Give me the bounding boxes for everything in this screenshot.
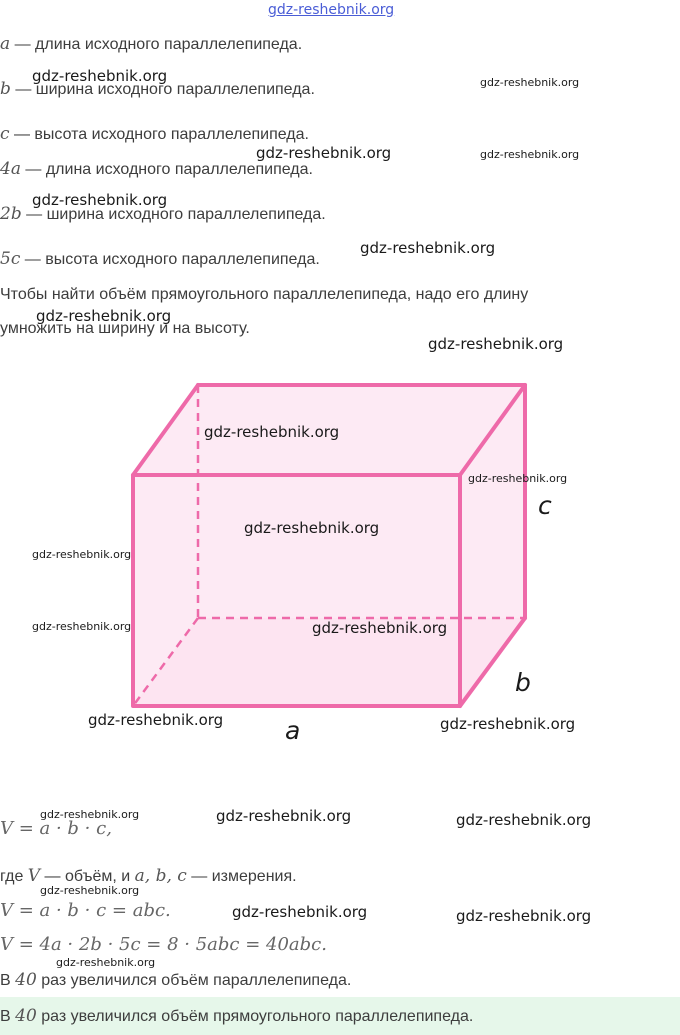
formula-original-volume: V = a · b · c = abc. [0,900,171,921]
where-V: V [27,866,41,886]
watermark: gdz-reshebnik.org [56,956,156,969]
var-a: a [0,34,11,54]
watermark: gdz-reshebnik.org [232,903,368,921]
site-watermark-link[interactable]: gdz-reshebnik.org [268,2,395,18]
answer-number: 40 [15,1006,37,1026]
rule-line-2: умножить на ширину и на высоту. [0,320,250,337]
where-middle: — объём, и [40,868,135,885]
definition-5c-text: — высота исходного параллелепипеда. [20,251,320,268]
definition-c-text: — высота исходного параллелепипеда. [9,126,309,143]
watermark: gdz-reshebnik.org [428,335,564,353]
watermark: gdz-reshebnik.org [40,808,140,821]
where-suffix: — измерения. [186,868,297,885]
watermark: gdz-reshebnik.org [32,191,168,209]
var-b: b [0,79,11,99]
where-prefix: где [0,868,28,885]
definition-b-text: — ширина исходного параллелепипеда. [10,81,315,98]
watermark: gdz-reshebnik.org [440,715,576,733]
definition-c [0,124,309,144]
answer-suffix: раз увеличился объём прямоугольного параллелепипеда. [36,1008,474,1025]
answer-prefix: В [0,1008,16,1025]
definition-4a-text: — длина исходного параллелепипеда. [20,161,313,178]
definition-4a [0,159,313,179]
watermark: gdz-reshebnik.org [480,148,580,161]
definition-a-text: — длина исходного параллелепипеда. [10,36,303,53]
var-4a: 4a [0,159,21,179]
where-vars: a, b, c [134,866,187,886]
watermark: gdz-reshebnik.org [312,619,448,637]
var-5c: 5c [0,249,21,269]
definition-2b-text: — ширина исходного параллелепипеда. [21,206,326,223]
watermark: gdz-reshebnik.org [256,144,392,162]
formula-new-volume: V = 4a · 2b · 5c = 8 · 5abc = 40abc. [0,934,327,955]
conclusion-number: 40 [15,970,37,990]
conclusion-prefix: В [0,972,16,989]
watermark: gdz-reshebnik.org [216,807,352,825]
watermark: gdz-reshebnik.org [32,620,132,633]
label-b: b [515,668,531,697]
formula-volume: V = a · b · c, [0,818,112,839]
front-face [133,475,460,706]
watermark: gdz-reshebnik.org [468,472,568,485]
watermark: gdz-reshebnik.org [456,811,592,829]
label-a: a [285,716,301,745]
var-2b: 2b [0,204,22,224]
where-line [0,866,297,886]
watermark: gdz-reshebnik.org [32,67,168,85]
watermark: gdz-reshebnik.org [360,239,496,257]
watermark: gdz-reshebnik.org [204,423,340,441]
var-c: c [0,124,10,144]
label-c: c [538,491,552,520]
watermark: gdz-reshebnik.org [480,76,580,89]
watermark: gdz-reshebnik.org [36,307,172,325]
answer-box [0,997,680,1035]
definition-a [0,34,302,54]
watermark: gdz-reshebnik.org [32,548,132,561]
watermark: gdz-reshebnik.org [40,884,140,897]
definition-5c [0,249,320,269]
conclusion-line [0,970,351,990]
watermark: gdz-reshebnik.org [88,711,224,729]
rule-line-1: Чтобы найти объём прямоугольного параллелепипеда, надо его длину [0,286,529,303]
watermark: gdz-reshebnik.org [456,907,592,925]
watermark: gdz-reshebnik.org [244,519,380,537]
conclusion-suffix: раз увеличился объём параллелепипеда. [36,972,352,989]
